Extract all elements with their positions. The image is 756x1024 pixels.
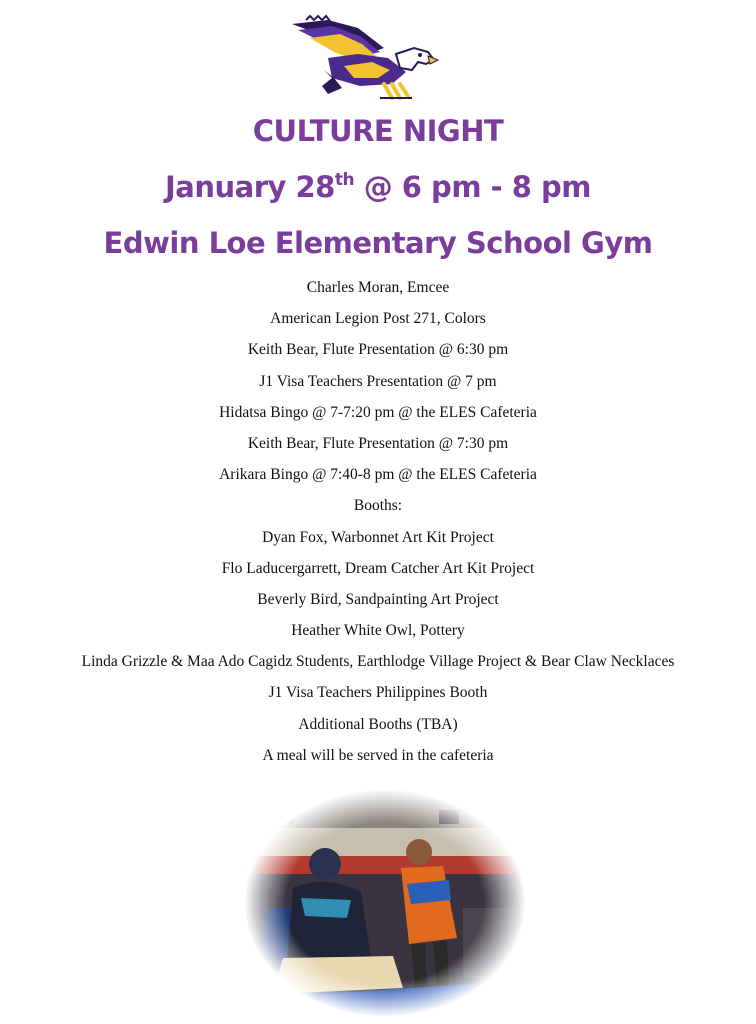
program-line: Arikara Bingo @ 7:40-8 pm @ the ELES Cafeteria <box>219 466 537 484</box>
program-line: Charles Moran, Emcee <box>306 279 450 296</box>
eagle-mascot-icon <box>288 14 440 104</box>
program-list <box>0 276 756 775</box>
booth-line: Flo Laducergarrett, Dream Catcher Art Kit Project <box>221 559 535 577</box>
event-date-time: @ 6 pm - 8 pm <box>354 170 592 204</box>
booths-heading: Booths: <box>353 497 403 515</box>
meal-note: A meal will be served in the cafeteria <box>262 746 494 764</box>
program-line: Keith Bear, Flute Presentation @ 6:30 pm <box>247 341 509 359</box>
booth-line: Dyan Fox, Warbonnet Art Kit Project <box>262 528 494 546</box>
booth-line: Beverly Bird, Sandpainting Art Project <box>257 590 499 608</box>
dancer-photo <box>243 788 527 1018</box>
event-date-ordinal: th <box>334 170 355 190</box>
booth-line: Heather White Owl, Pottery <box>291 622 465 640</box>
event-date-day: January 28 <box>164 170 335 204</box>
event-venue: Edwin Loe Elementary School Gym <box>103 226 653 260</box>
program-line: American Legion Post 271, Colors <box>270 310 486 328</box>
booth-line: J1 Visa Teachers Philippines Booth <box>268 684 488 702</box>
event-date <box>0 170 756 204</box>
program-line: Hidatsa Bingo @ 7-7:20 pm @ the ELES Cafeteria <box>219 403 537 421</box>
booth-line: Linda Grizzle & Maa Ado Cagidz Students, Earthlodge Village Project & Bear Claw Necklaces <box>81 653 675 671</box>
program-line: Keith Bear, Flute Presentation @ 7:30 pm <box>247 434 509 452</box>
program-line: J1 Visa Teachers Presentation @ 7 pm <box>259 372 497 390</box>
booth-line: Additional Booths (TBA) <box>298 715 458 733</box>
event-title: CULTURE NIGHT <box>252 114 504 148</box>
